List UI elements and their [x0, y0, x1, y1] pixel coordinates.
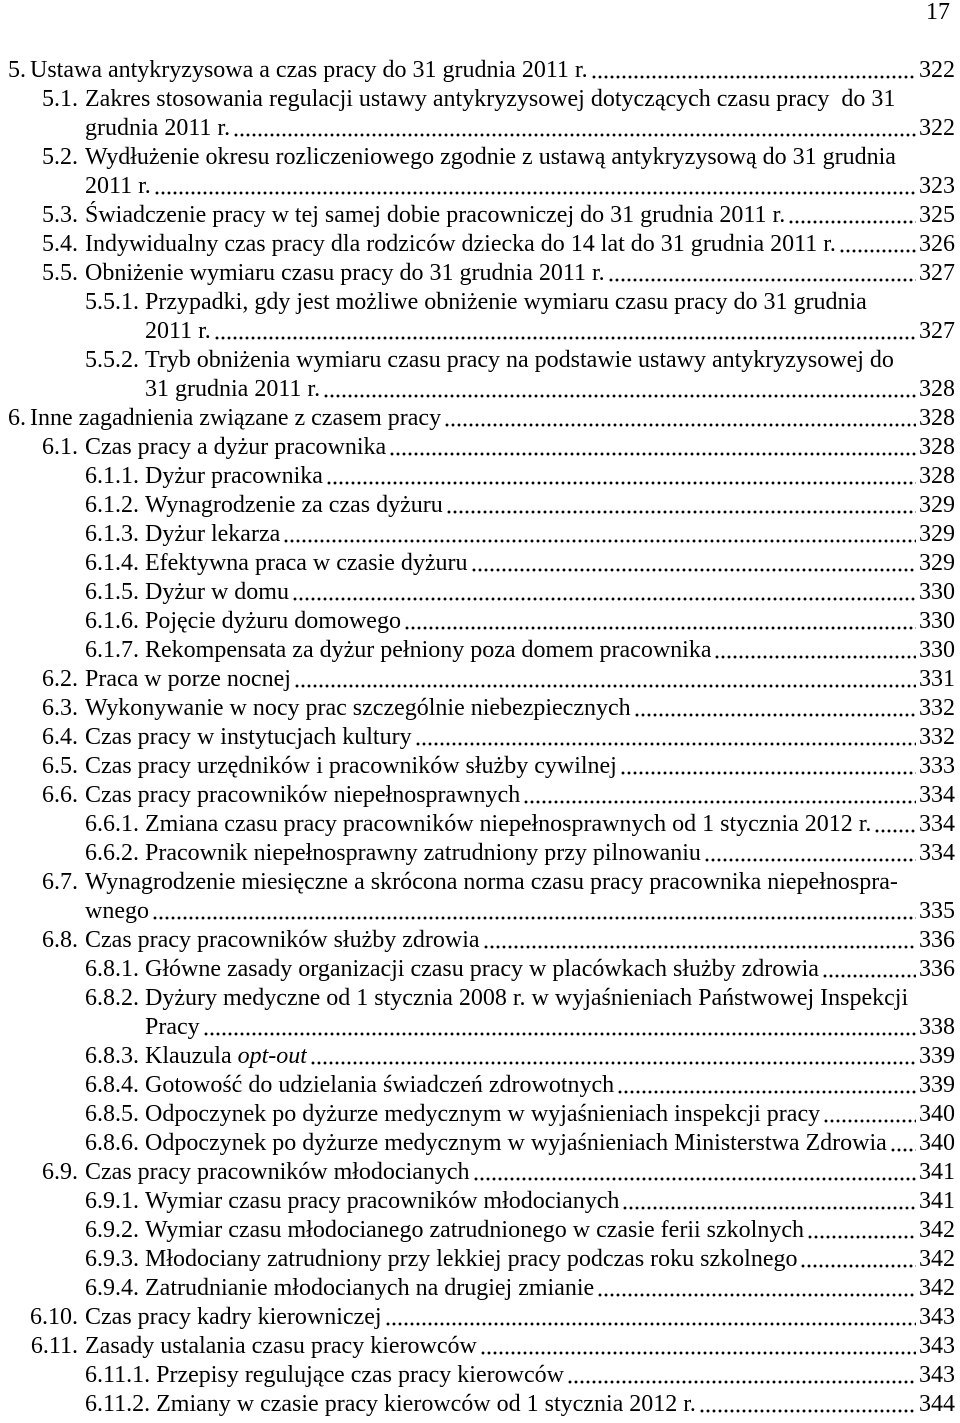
- toc-entry-number: 6.8.1.: [85, 956, 139, 982]
- toc-entry-page: 334: [919, 811, 955, 837]
- toc-entry: [0, 85, 955, 114]
- table-of-contents: [0, 56, 955, 1419]
- toc-entry-title-text: Czas pracy kadry kierowniczej: [85, 1304, 382, 1330]
- toc-entry-page: 323: [919, 173, 955, 199]
- toc-entry: [0, 1274, 955, 1303]
- dot-leader: [415, 723, 916, 752]
- dot-leader: [714, 636, 916, 665]
- toc-entry-title: [145, 810, 871, 839]
- toc-entry: [0, 1187, 955, 1216]
- toc-entry: [0, 520, 955, 549]
- toc-entry-title: [145, 549, 468, 578]
- toc-entry-title-text: Indywidualny czas pracy dla rodziców dziecka do 14 lat do 31 grudnia 2011 r.: [85, 231, 836, 257]
- toc-entry-page: 340: [919, 1101, 955, 1127]
- toc-entry-title: [30, 56, 588, 85]
- toc-entry: [0, 955, 955, 984]
- toc-entry-title: [145, 288, 867, 317]
- toc-entry-title: [145, 491, 443, 520]
- toc-entry: [0, 868, 955, 897]
- toc-entry-title: [85, 926, 480, 955]
- dot-leader: [608, 259, 916, 288]
- toc-entry-title-text: Praca w porze nocnej: [85, 666, 291, 692]
- dot-leader: [567, 1361, 916, 1390]
- dot-leader: [152, 897, 916, 926]
- dot-leader: [203, 1013, 916, 1042]
- dot-leader: [634, 694, 916, 723]
- toc-entry: [0, 984, 955, 1013]
- toc-entry-title: [85, 868, 898, 897]
- toc-entry-number: 5.5.: [42, 260, 78, 286]
- toc-entry-title-text: Wykonywanie w nocy prac szczególnie niebezpiecznych: [85, 695, 631, 721]
- toc-entry-page: 341: [919, 1188, 955, 1214]
- dot-leader: [310, 1042, 916, 1071]
- toc-entry-title: [156, 1390, 696, 1419]
- toc-entry-title-text: 2011 r.: [85, 173, 151, 199]
- toc-entry: [0, 462, 955, 491]
- toc-entry-title: [145, 375, 320, 404]
- toc-entry: [0, 288, 955, 317]
- toc-entry-page: 325: [919, 202, 955, 228]
- toc-entry-number: 6.5.: [42, 753, 78, 779]
- toc-entry: [0, 752, 955, 781]
- toc-entry-page: 339: [919, 1043, 955, 1069]
- dot-leader: [620, 752, 916, 781]
- toc-entry: [0, 56, 955, 85]
- toc-entry-number: 6.8.6.: [85, 1130, 139, 1156]
- toc-entry-number: 6.: [8, 405, 26, 431]
- toc-entry-title: [145, 462, 323, 491]
- toc-entry: [0, 491, 955, 520]
- toc-entry-number: 6.9.4.: [85, 1275, 139, 1301]
- dot-leader: [890, 1129, 916, 1158]
- toc-entry-title-text: Wymiar czasu pracy pracowników młodocianych: [145, 1188, 620, 1214]
- toc-entry: [0, 404, 955, 433]
- toc-entry-title-text: Pracownik niepełnosprawny zatrudniony przy pilnowaniu: [145, 840, 701, 866]
- toc-entry-title-text: Wynagrodzenie za czas dyżuru: [145, 492, 443, 518]
- toc-entry-title-text: 31 grudnia 2011 r.: [145, 376, 321, 402]
- toc-entry-title: [145, 636, 711, 665]
- toc-entry-title: [85, 143, 896, 172]
- toc-entry-title: [85, 1158, 470, 1187]
- toc-entry-title-text: Ustawa antykryzysowa a czas pracy do 31 grudnia 2011 r.: [30, 57, 588, 83]
- toc-entry: [0, 433, 955, 462]
- dot-leader: [483, 926, 916, 955]
- dot-leader: [617, 1071, 916, 1100]
- toc-entry-number: 6.10.: [30, 1304, 78, 1330]
- toc-entry-title-text: Przepisy regulujące czas pracy kierowców: [156, 1362, 564, 1388]
- toc-entry-number: 5.2.: [42, 144, 78, 170]
- dot-leader: [839, 230, 916, 259]
- toc-entry-number: 5.5.2.: [85, 347, 139, 373]
- toc-entry-number: 6.7.: [42, 869, 78, 895]
- toc-entry-title: [85, 433, 386, 462]
- toc-entry-number: 6.3.: [42, 695, 78, 721]
- toc-entry-title-text: Czas pracy w instytucjach kultury: [85, 724, 412, 750]
- toc-entry: [0, 1361, 955, 1390]
- toc-entry-title: [145, 346, 894, 375]
- toc-entry-title: [145, 839, 701, 868]
- toc-entry-page: 328: [919, 376, 955, 402]
- toc-entry-title-text: Czas pracy pracowników niepełnosprawnych: [85, 782, 521, 808]
- dot-leader: [154, 172, 916, 201]
- toc-entry-title: [85, 114, 230, 143]
- toc-entry-page: 338: [919, 1014, 955, 1040]
- toc-entry-number: 5.4.: [42, 231, 78, 257]
- toc-entry-number: 6.11.2.: [85, 1391, 151, 1417]
- toc-entry-page: 328: [919, 434, 955, 460]
- toc-entry-title-text: Obniżenie wymiaru czasu pracy do 31 grudnia 2011 r.: [85, 260, 605, 286]
- toc-entry-page: 328: [919, 463, 955, 489]
- toc-entry-number: 6.6.2.: [85, 840, 139, 866]
- toc-entry-number: 6.1.2.: [85, 492, 139, 518]
- dot-leader: [874, 810, 916, 839]
- toc-entry-number: 5.5.1.: [85, 289, 139, 315]
- toc-entry-number: 5.: [8, 57, 26, 83]
- dot-leader: [326, 462, 916, 491]
- toc-entry-number: 6.1.3.: [85, 521, 139, 547]
- toc-entry-continuation: [0, 897, 955, 926]
- toc-entry-title-text: Główne zasady organizacji czasu pracy w placówkach służby zdrowia: [145, 956, 819, 982]
- toc-entry: [0, 230, 955, 259]
- toc-entry-title-text: Gotowość do udzielania świadczeń zdrowotnych: [145, 1072, 615, 1098]
- dot-leader: [283, 520, 916, 549]
- toc-entry-title-text: Inne zagadnienia związane z czasem pracy: [30, 405, 442, 431]
- toc-entry-page: 330: [919, 637, 955, 663]
- toc-entry-title: [145, 317, 211, 346]
- toc-entry-number: 6.1.7.: [85, 637, 139, 663]
- toc-entry-number: 6.1.5.: [85, 579, 139, 605]
- toc-entry-title: [145, 1187, 619, 1216]
- toc-entry: [0, 723, 955, 752]
- toc-entry-title-text: Zmiana czasu pracy pracowników niepełnosprawnych od 1 stycznia 2012 r.: [145, 811, 872, 837]
- dot-leader: [446, 491, 916, 520]
- toc-entry-number: 5.3.: [42, 202, 78, 228]
- toc-entry-title: [145, 520, 280, 549]
- toc-entry-title-text: Czas pracy pracowników młodocianych: [85, 1159, 470, 1185]
- toc-entry-number: 5.1.: [42, 86, 78, 112]
- toc-entry-number: 6.6.: [42, 782, 78, 808]
- toc-entry-page: 336: [919, 927, 955, 953]
- toc-entry-number: 6.8.2.: [85, 985, 139, 1011]
- toc-entry-title-text: Efektywna praca w czasie dyżuru: [145, 550, 468, 576]
- toc-entry-title-text: Dyżur lekarza: [145, 521, 281, 547]
- toc-entry-title: [145, 1216, 804, 1245]
- toc-entry-page: 326: [919, 231, 955, 257]
- toc-entry: [0, 1129, 955, 1158]
- toc-entry-page: 333: [919, 753, 955, 779]
- toc-entry-title: [85, 259, 605, 288]
- toc-entry-title-text: Pojęcie dyżuru domowego: [145, 608, 401, 634]
- dot-leader: [822, 955, 916, 984]
- toc-entry: [0, 665, 955, 694]
- toc-entry-continuation: [0, 317, 955, 346]
- toc-entry-page: 332: [919, 695, 955, 721]
- toc-entry-title: [145, 1013, 200, 1042]
- dot-leader: [807, 1216, 916, 1245]
- dot-leader: [385, 1303, 916, 1332]
- toc-entry-page: 329: [919, 550, 955, 576]
- toc-entry-title-text: wnego: [85, 898, 149, 924]
- dot-leader: [323, 375, 916, 404]
- toc-entry-page: 344: [919, 1391, 955, 1417]
- toc-entry-title-text: Czas pracy pracowników służby zdrowia: [85, 927, 480, 953]
- toc-entry: [0, 694, 955, 723]
- dot-leader: [473, 1158, 916, 1187]
- toc-entry-title: [85, 694, 631, 723]
- toc-entry-page: 342: [919, 1217, 955, 1243]
- dot-leader: [704, 839, 916, 868]
- toc-entry-title: [145, 1245, 797, 1274]
- toc-entry-page: 342: [919, 1246, 955, 1272]
- toc-entry: [0, 578, 955, 607]
- toc-entry-number: 6.1.6.: [85, 608, 139, 634]
- toc-entry-number: 6.9.1.: [85, 1188, 139, 1214]
- toc-entry-title: [145, 607, 401, 636]
- dot-leader: [823, 1100, 916, 1129]
- toc-entry-title: [85, 781, 520, 810]
- toc-entry: [0, 1245, 955, 1274]
- dot-leader: [800, 1245, 916, 1274]
- toc-entry-number: 6.11.: [30, 1333, 78, 1359]
- toc-entry-number: 6.9.: [42, 1159, 78, 1185]
- dot-leader: [597, 1274, 916, 1303]
- toc-entry-title-text: Zakres stosowania regulacji ustawy antykryzysowej dotyczących czasu pracy do 31: [85, 86, 896, 112]
- toc-entry: [0, 143, 955, 172]
- toc-entry-title: [85, 1332, 477, 1361]
- toc-entry-page: 341: [919, 1159, 955, 1185]
- toc-entry-page: 322: [919, 57, 955, 83]
- toc-entry-page: 327: [919, 260, 955, 286]
- toc-entry-page: 343: [919, 1333, 955, 1359]
- toc-entry-title-text: Zatrudnianie młodocianych na drugiej zmianie: [145, 1275, 595, 1301]
- dot-leader: [444, 404, 916, 433]
- toc-entry-page: 334: [919, 840, 955, 866]
- toc-entry-number: 6.8.: [42, 927, 78, 953]
- toc-entry-number: 6.9.3.: [85, 1246, 139, 1272]
- toc-entry-title: [85, 665, 291, 694]
- toc-entry-number: 6.8.3.: [85, 1043, 139, 1069]
- toc-entry-page: 322: [919, 115, 955, 141]
- toc-entry-title-emphasis: opt-out: [237, 1043, 307, 1069]
- dot-leader: [404, 607, 916, 636]
- toc-entry-continuation: [0, 1013, 955, 1042]
- toc-entry-title: [145, 955, 819, 984]
- toc-entry: [0, 1390, 955, 1419]
- toc-entry-page: 343: [919, 1304, 955, 1330]
- toc-entry-title-text: Przypadki, gdy jest możliwe obniżenie wymiaru czasu pracy do 31 grudnia: [145, 289, 867, 315]
- toc-entry: [0, 1216, 955, 1245]
- toc-entry-title-text: Odpoczynek po dyżurze medycznym w wyjaśnieniach inspekcji pracy: [145, 1101, 821, 1127]
- toc-entry-title: [145, 1042, 307, 1071]
- toc-entry-title: [85, 85, 895, 114]
- toc-entry-title-text: Rekompensata za dyżur pełniony poza domem pracownika: [145, 637, 712, 663]
- toc-entry-title-text: Wydłużenie okresu rozliczeniowego zgodnie z ustawą antykryzysową do 31 grudnia: [85, 144, 896, 170]
- toc-entry-page: 331: [919, 666, 955, 692]
- toc-entry-title: [145, 1129, 887, 1158]
- dot-leader: [591, 56, 916, 85]
- toc-entry-title: [85, 172, 151, 201]
- toc-entry-title-text: 2011 r.: [145, 318, 211, 344]
- toc-entry-title-text: Odpoczynek po dyżurze medycznym w wyjaśnieniach Ministerstwa Zdrowia: [145, 1130, 887, 1156]
- toc-entry-page: 332: [919, 724, 955, 750]
- toc-entry-title: [85, 897, 149, 926]
- toc-entry: [0, 1100, 955, 1129]
- toc-entry: [0, 1158, 955, 1187]
- toc-entry: [0, 201, 955, 230]
- toc-entry-title-text: grudnia 2011 r.: [85, 115, 231, 141]
- toc-entry-title: [145, 984, 908, 1013]
- toc-entry-title-text: Pracy: [145, 1014, 200, 1040]
- toc-entry-title: [145, 1071, 614, 1100]
- dot-leader: [294, 665, 916, 694]
- toc-entry-title-text: Tryb obniżenia wymiaru czasu pracy na podstawie ustawy antykryzysowej do: [145, 347, 894, 373]
- toc-entry-page: 336: [919, 956, 955, 982]
- toc-entry-number: 6.6.1.: [85, 811, 139, 837]
- toc-entry-continuation: [0, 172, 955, 201]
- toc-entry-title-text: Dyżur w domu: [145, 579, 289, 605]
- toc-entry-number: 6.9.2.: [85, 1217, 139, 1243]
- toc-entry-continuation: [0, 114, 955, 143]
- toc-entry-title-text: Dyżur pracownika: [145, 463, 323, 489]
- toc-entry-title-text: Czas pracy a dyżur pracownika: [85, 434, 387, 460]
- toc-entry-title-text: Młodociany zatrudniony przy lekkiej pracy podczas roku szkolnego: [145, 1246, 798, 1272]
- toc-entry-title-text: Klauzula: [145, 1043, 232, 1069]
- toc-entry-title-text: Zasady ustalania czasu pracy kierowców: [85, 1333, 477, 1359]
- dot-leader: [523, 781, 916, 810]
- toc-entry-page: 329: [919, 521, 955, 547]
- toc-entry-title-text: Dyżury medyczne od 1 stycznia 2008 r. w wyjaśnieniach Państwowej Inspekcji: [145, 985, 909, 1011]
- toc-entry-continuation: [0, 375, 955, 404]
- dot-leader: [233, 114, 916, 143]
- toc-entry-title: [85, 723, 412, 752]
- toc-entry-title-text: Zmiany w czasie pracy kierowców od 1 stycznia 2012 r.: [156, 1391, 696, 1417]
- toc-entry-number: 6.1.1.: [85, 463, 139, 489]
- toc-entry-page: 340: [919, 1130, 955, 1156]
- toc-entry-title-text: Wymiar czasu młodocianego zatrudnionego w czasie ferii szkolnych: [145, 1217, 804, 1243]
- toc-entry-title: [85, 752, 617, 781]
- toc-entry-number: 6.1.4.: [85, 550, 139, 576]
- toc-entry-page: 343: [919, 1362, 955, 1388]
- toc-entry: [0, 781, 955, 810]
- toc-entry: [0, 346, 955, 375]
- toc-entry: [0, 549, 955, 578]
- toc-entry-title: [85, 230, 836, 259]
- toc-entry: [0, 1332, 955, 1361]
- toc-entry: [0, 839, 955, 868]
- toc-entry-title: [85, 1303, 382, 1332]
- toc-entry-title: [145, 578, 289, 607]
- toc-entry-page: 327: [919, 318, 955, 344]
- toc-entry-page: 329: [919, 492, 955, 518]
- toc-entry: [0, 1071, 955, 1100]
- toc-entry-title: [156, 1361, 564, 1390]
- toc-entry-number: 6.1.: [42, 434, 78, 460]
- dot-leader: [471, 549, 917, 578]
- toc-entry-title-text: Wynagrodzenie miesięczne a skrócona norma czasu pracy pracownika niepełnospra-: [85, 869, 898, 895]
- page-number: 17: [926, 0, 950, 25]
- toc-entry: [0, 607, 955, 636]
- toc-entry-page: 342: [919, 1275, 955, 1301]
- toc-entry-number: 6.4.: [42, 724, 78, 750]
- toc-entry: [0, 259, 955, 288]
- toc-entry-title: [145, 1100, 820, 1129]
- dot-leader: [480, 1332, 916, 1361]
- dot-leader: [389, 433, 916, 462]
- toc-entry-number: 6.8.5.: [85, 1101, 139, 1127]
- toc-entry-title: [30, 404, 441, 433]
- toc-entry: [0, 1303, 955, 1332]
- toc-entry-title-text: Świadczenie pracy w tej samej dobie pracowniczej do 31 grudnia 2011 r.: [85, 202, 786, 228]
- dot-leader: [622, 1187, 916, 1216]
- dot-leader: [292, 578, 916, 607]
- toc-entry-page: 330: [919, 579, 955, 605]
- toc-entry: [0, 1042, 955, 1071]
- toc-entry-number: 6.2.: [42, 666, 78, 692]
- toc-entry: [0, 926, 955, 955]
- toc-entry-title-text: Czas pracy urzędników i pracowników służby cywilnej: [85, 753, 617, 779]
- toc-entry-page: 335: [919, 898, 955, 924]
- toc-entry-page: 328: [919, 405, 955, 431]
- toc-entry: [0, 810, 955, 839]
- dot-leader: [214, 317, 916, 346]
- toc-entry-number: 6.8.4.: [85, 1072, 139, 1098]
- toc-entry-title: [145, 1274, 594, 1303]
- dot-leader: [788, 201, 916, 230]
- toc-entry-page: 334: [919, 782, 955, 808]
- toc-entry-number: 6.11.1.: [85, 1362, 151, 1388]
- toc-entry-page: 330: [919, 608, 955, 634]
- toc-entry-page: 339: [919, 1072, 955, 1098]
- toc-entry-title: [85, 201, 785, 230]
- dot-leader: [699, 1390, 916, 1419]
- toc-entry: [0, 636, 955, 665]
